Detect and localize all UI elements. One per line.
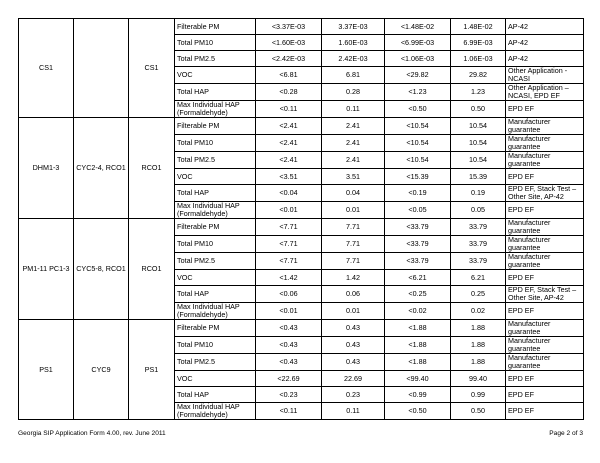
pollutant-name: Total PM10	[175, 236, 256, 253]
emission-rate-lbhr: 0.11	[322, 403, 385, 420]
emission-basis: Manufacturer guarantee	[506, 320, 584, 337]
emission-rate-lbhr: 0.43	[322, 354, 385, 371]
form-revision-note: Georgia SIP Application Form 4.00, rev. June 2011	[18, 430, 166, 437]
emission-rate-lbhr: 2.41	[322, 152, 385, 169]
emission-rate-tpy: 33.79	[451, 236, 506, 253]
emission-rate-tpy: 33.79	[451, 253, 506, 270]
pollutant-name: Total PM2.5	[175, 152, 256, 169]
emission-rate-tpy: 0.25	[451, 286, 506, 303]
emission-basis: Other Application – NCASI, EPD EF	[506, 84, 584, 101]
equipment-id	[74, 19, 129, 118]
emission-rate-limit-tpy: <1.88	[385, 354, 451, 371]
pollutant-name: Total HAP	[175, 84, 256, 101]
emission-rate-limit-tpy: <1.23	[385, 84, 451, 101]
emission-basis: EPD EF	[506, 371, 584, 387]
emission-unit-id: PS1	[19, 320, 74, 420]
table-row	[19, 219, 584, 236]
emission-rate-tpy: 1.06E-03	[451, 51, 506, 67]
emission-rate-tpy: 0.50	[451, 403, 506, 420]
control-device-id: CS1	[129, 19, 175, 118]
table-row	[19, 320, 584, 337]
pollutant-name: VOC	[175, 270, 256, 286]
emission-rate-lbhr: 0.04	[322, 185, 385, 202]
pollutant-name: Max Individual HAP (Formaldehyde)	[175, 101, 256, 118]
emission-rate-limit-lbhr: <1.42	[256, 270, 322, 286]
emission-basis: EPD EF	[506, 303, 584, 320]
emission-basis: EPD EF, Stack Test – Other Site, AP-42	[506, 286, 584, 303]
emission-rate-limit-lbhr: <0.01	[256, 303, 322, 320]
emission-rate-lbhr: 0.11	[322, 101, 385, 118]
emission-rate-limit-lbhr: <0.43	[256, 354, 322, 371]
emission-rate-tpy: 1.48E-02	[451, 19, 506, 35]
emission-basis: Manufacturer guarantee	[506, 354, 584, 371]
emission-rate-lbhr: 0.06	[322, 286, 385, 303]
emission-rate-limit-lbhr: <2.41	[256, 118, 322, 135]
emission-rate-limit-tpy: <10.54	[385, 152, 451, 169]
emission-rate-limit-lbhr: <0.43	[256, 337, 322, 354]
emission-rate-tpy: 15.39	[451, 169, 506, 185]
emission-rate-limit-lbhr: <3.37E-03	[256, 19, 322, 35]
emission-basis: Manufacturer guarantee	[506, 118, 584, 135]
pollutant-name: Filterable PM	[175, 320, 256, 337]
emission-rate-tpy: 0.05	[451, 202, 506, 219]
emission-rate-limit-lbhr: <0.28	[256, 84, 322, 101]
emission-rate-limit-tpy: <15.39	[385, 169, 451, 185]
emission-rate-limit-lbhr: <3.51	[256, 169, 322, 185]
pollutant-name: VOC	[175, 67, 256, 84]
equipment-id: CYC2-4, RCO1	[74, 118, 129, 219]
emission-basis: Manufacturer guarantee	[506, 236, 584, 253]
table-row	[19, 19, 584, 35]
emission-basis: AP-42	[506, 35, 584, 51]
pollutant-name: Total PM2.5	[175, 51, 256, 67]
emission-rate-limit-lbhr: <0.11	[256, 403, 322, 420]
emission-rate-limit-lbhr: <7.71	[256, 219, 322, 236]
pollutant-name: VOC	[175, 169, 256, 185]
emission-rate-limit-tpy: <29.82	[385, 67, 451, 84]
emission-rate-limit-tpy: <0.50	[385, 101, 451, 118]
emission-basis: Manufacturer guarantee	[506, 253, 584, 270]
emission-rate-limit-lbhr: <22.69	[256, 371, 322, 387]
emission-basis: EPD EF, Stack Test – Other Site, AP-42	[506, 185, 584, 202]
pollutant-name: Max Individual HAP (Formaldehyde)	[175, 303, 256, 320]
pollutant-name: Total PM2.5	[175, 354, 256, 371]
emission-rate-limit-tpy: <6.21	[385, 270, 451, 286]
pollutant-name: Filterable PM	[175, 219, 256, 236]
emission-rate-limit-tpy: <99.40	[385, 371, 451, 387]
emission-rate-tpy: 6.21	[451, 270, 506, 286]
emission-unit-id: DHM1-3	[19, 118, 74, 219]
emission-rate-lbhr: 2.41	[322, 118, 385, 135]
emission-basis: Other Application - NCASI	[506, 67, 584, 84]
emission-rate-tpy: 10.54	[451, 135, 506, 152]
emission-basis: Manufacturer guarantee	[506, 135, 584, 152]
emission-rate-lbhr: 0.28	[322, 84, 385, 101]
emission-rate-lbhr: 0.43	[322, 337, 385, 354]
pollutant-name: Total PM10	[175, 35, 256, 51]
emission-basis: AP-42	[506, 51, 584, 67]
emission-rate-limit-tpy: <1.88	[385, 337, 451, 354]
emission-rate-lbhr: 22.69	[322, 371, 385, 387]
control-device-id: PS1	[129, 320, 175, 420]
emission-rate-tpy: 1.88	[451, 320, 506, 337]
emission-rate-tpy: 1.88	[451, 337, 506, 354]
emission-rate-limit-lbhr: <7.71	[256, 253, 322, 270]
emission-rate-tpy: 29.82	[451, 67, 506, 84]
emission-rate-tpy: 0.19	[451, 185, 506, 202]
pollutant-name: Total PM10	[175, 135, 256, 152]
emission-rate-tpy: 10.54	[451, 118, 506, 135]
emission-rate-limit-lbhr: <0.01	[256, 202, 322, 219]
emission-rate-lbhr: 2.42E-03	[322, 51, 385, 67]
equipment-id: CYC9	[74, 320, 129, 420]
emission-rate-lbhr: 7.71	[322, 253, 385, 270]
pollutant-name: Total HAP	[175, 185, 256, 202]
emission-rate-limit-tpy: <0.99	[385, 387, 451, 403]
pollutant-name: Filterable PM	[175, 118, 256, 135]
emission-rate-limit-lbhr: <0.11	[256, 101, 322, 118]
emission-rate-tpy: 1.23	[451, 84, 506, 101]
pollutant-name: Total HAP	[175, 387, 256, 403]
control-device-id: RCO1	[129, 118, 175, 219]
emission-rate-limit-lbhr: <2.41	[256, 152, 322, 169]
emission-basis: EPD EF	[506, 169, 584, 185]
emission-rate-tpy: 0.50	[451, 101, 506, 118]
control-device-id: RCO1	[129, 219, 175, 320]
emission-rate-limit-tpy: <6.99E-03	[385, 35, 451, 51]
emission-rate-lbhr: 1.60E-03	[322, 35, 385, 51]
emission-unit-id: PM1-11 PC1-3	[19, 219, 74, 320]
emission-rate-limit-tpy: <33.79	[385, 236, 451, 253]
pollutant-name: Total PM2.5	[175, 253, 256, 270]
emission-rate-lbhr: 0.43	[322, 320, 385, 337]
page-number: Page 2 of 3	[549, 430, 583, 437]
emission-rate-tpy: 6.99E-03	[451, 35, 506, 51]
emission-basis: EPD EF	[506, 270, 584, 286]
emission-basis: EPD EF	[506, 387, 584, 403]
emission-rate-lbhr: 0.01	[322, 202, 385, 219]
emission-rate-lbhr: 0.01	[322, 303, 385, 320]
emission-basis: EPD EF	[506, 403, 584, 420]
emission-rate-limit-tpy: <1.88	[385, 320, 451, 337]
emission-basis: EPD EF	[506, 202, 584, 219]
emission-rate-limit-tpy: <0.50	[385, 403, 451, 420]
table-row	[19, 118, 584, 135]
emission-rate-limit-lbhr: <0.43	[256, 320, 322, 337]
emission-rate-lbhr: 6.81	[322, 67, 385, 84]
emission-rate-tpy: 33.79	[451, 219, 506, 236]
emission-basis: Manufacturer guarantee	[506, 337, 584, 354]
emission-rate-limit-tpy: <33.79	[385, 253, 451, 270]
emission-unit-id: CS1	[19, 19, 74, 118]
emission-rate-limit-tpy: <10.54	[385, 118, 451, 135]
emission-rate-lbhr: 3.37E-03	[322, 19, 385, 35]
emission-rate-lbhr: 7.71	[322, 236, 385, 253]
pollutant-name: Filterable PM	[175, 19, 256, 35]
pollutant-name: Max Individual HAP (Formaldehyde)	[175, 202, 256, 219]
emission-rate-tpy: 0.99	[451, 387, 506, 403]
emissions-table	[18, 18, 584, 420]
emission-rate-limit-tpy: <1.06E-03	[385, 51, 451, 67]
emission-rate-limit-tpy: <0.25	[385, 286, 451, 303]
emission-rate-limit-tpy: <1.48E-02	[385, 19, 451, 35]
pollutant-name: Max Individual HAP (Formaldehyde)	[175, 403, 256, 420]
emission-basis: Manufacturer guarantee	[506, 152, 584, 169]
emission-rate-lbhr: 2.41	[322, 135, 385, 152]
emission-rate-lbhr: 1.42	[322, 270, 385, 286]
emission-rate-limit-tpy: <0.05	[385, 202, 451, 219]
emission-basis: EPD EF	[506, 101, 584, 118]
emission-rate-limit-lbhr: <1.60E-03	[256, 35, 322, 51]
pollutant-name: Total PM10	[175, 337, 256, 354]
page-footer	[18, 430, 583, 437]
emission-rate-limit-lbhr: <2.42E-03	[256, 51, 322, 67]
emissions-table-body	[19, 19, 584, 420]
emission-rate-limit-tpy: <10.54	[385, 135, 451, 152]
emission-basis: Manufacturer guarantee	[506, 219, 584, 236]
emission-rate-limit-lbhr: <0.23	[256, 387, 322, 403]
emission-rate-lbhr: 7.71	[322, 219, 385, 236]
emission-rate-limit-tpy: <33.79	[385, 219, 451, 236]
emission-rate-tpy: 1.88	[451, 354, 506, 371]
emission-rate-limit-tpy: <0.02	[385, 303, 451, 320]
emission-rate-tpy: 10.54	[451, 152, 506, 169]
emission-rate-limit-lbhr: <6.81	[256, 67, 322, 84]
emission-rate-lbhr: 0.23	[322, 387, 385, 403]
emissions-table-container	[18, 18, 583, 420]
emission-rate-limit-lbhr: <2.41	[256, 135, 322, 152]
emission-rate-tpy: 0.02	[451, 303, 506, 320]
emission-rate-limit-lbhr: <0.06	[256, 286, 322, 303]
pollutant-name: Total HAP	[175, 286, 256, 303]
equipment-id: CYC5-8, RCO1	[74, 219, 129, 320]
emission-basis: AP-42	[506, 19, 584, 35]
emission-rate-limit-lbhr: <0.04	[256, 185, 322, 202]
emission-rate-tpy: 99.40	[451, 371, 506, 387]
emission-rate-limit-lbhr: <7.71	[256, 236, 322, 253]
emission-rate-limit-tpy: <0.19	[385, 185, 451, 202]
pollutant-name: VOC	[175, 371, 256, 387]
emission-rate-lbhr: 3.51	[322, 169, 385, 185]
